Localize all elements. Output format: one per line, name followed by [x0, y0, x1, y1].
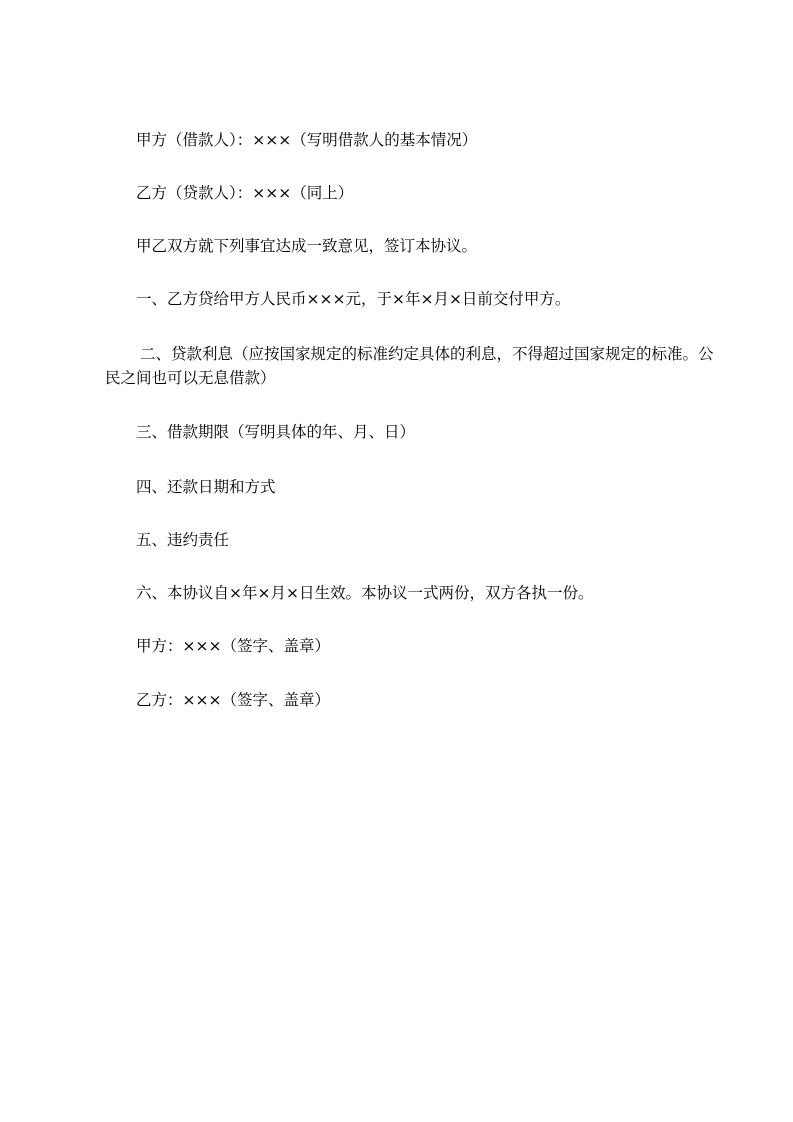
- clause-3-term: 三、借款期限（写明具体的年、月、日）: [136, 423, 416, 441]
- clause-5-liability: 五、违约责任: [136, 531, 230, 549]
- party-b-lender: 乙方（贷款人）：×××（同上）: [136, 184, 354, 202]
- party-a-borrower: 甲方（借款人）：×××（写明借款人的基本情况）: [136, 131, 478, 149]
- clause-2-interest: 二、贷款利息（应按国家规定的标准约定具体的利息，不得超过国家规定的标准。公民之间也可以无息借款）: [105, 345, 714, 387]
- clause-1-loan-amount: 一、乙方贷给甲方人民币×××元，于×年×月×日前交付甲方。: [136, 290, 571, 308]
- party-a-signature: 甲方：×××（签字、盖章）: [136, 637, 330, 655]
- agreement-intro: 甲乙双方就下列事宜达成一致意见，签订本协议。: [136, 237, 478, 255]
- clause-6-effective-date: 六、本协议自×年×月×日生效。本协议一式两份，双方各执一份。: [136, 584, 594, 602]
- party-b-signature: 乙方：×××（签字、盖章）: [136, 691, 330, 709]
- clause-4-repayment: 四、还款日期和方式: [136, 478, 276, 496]
